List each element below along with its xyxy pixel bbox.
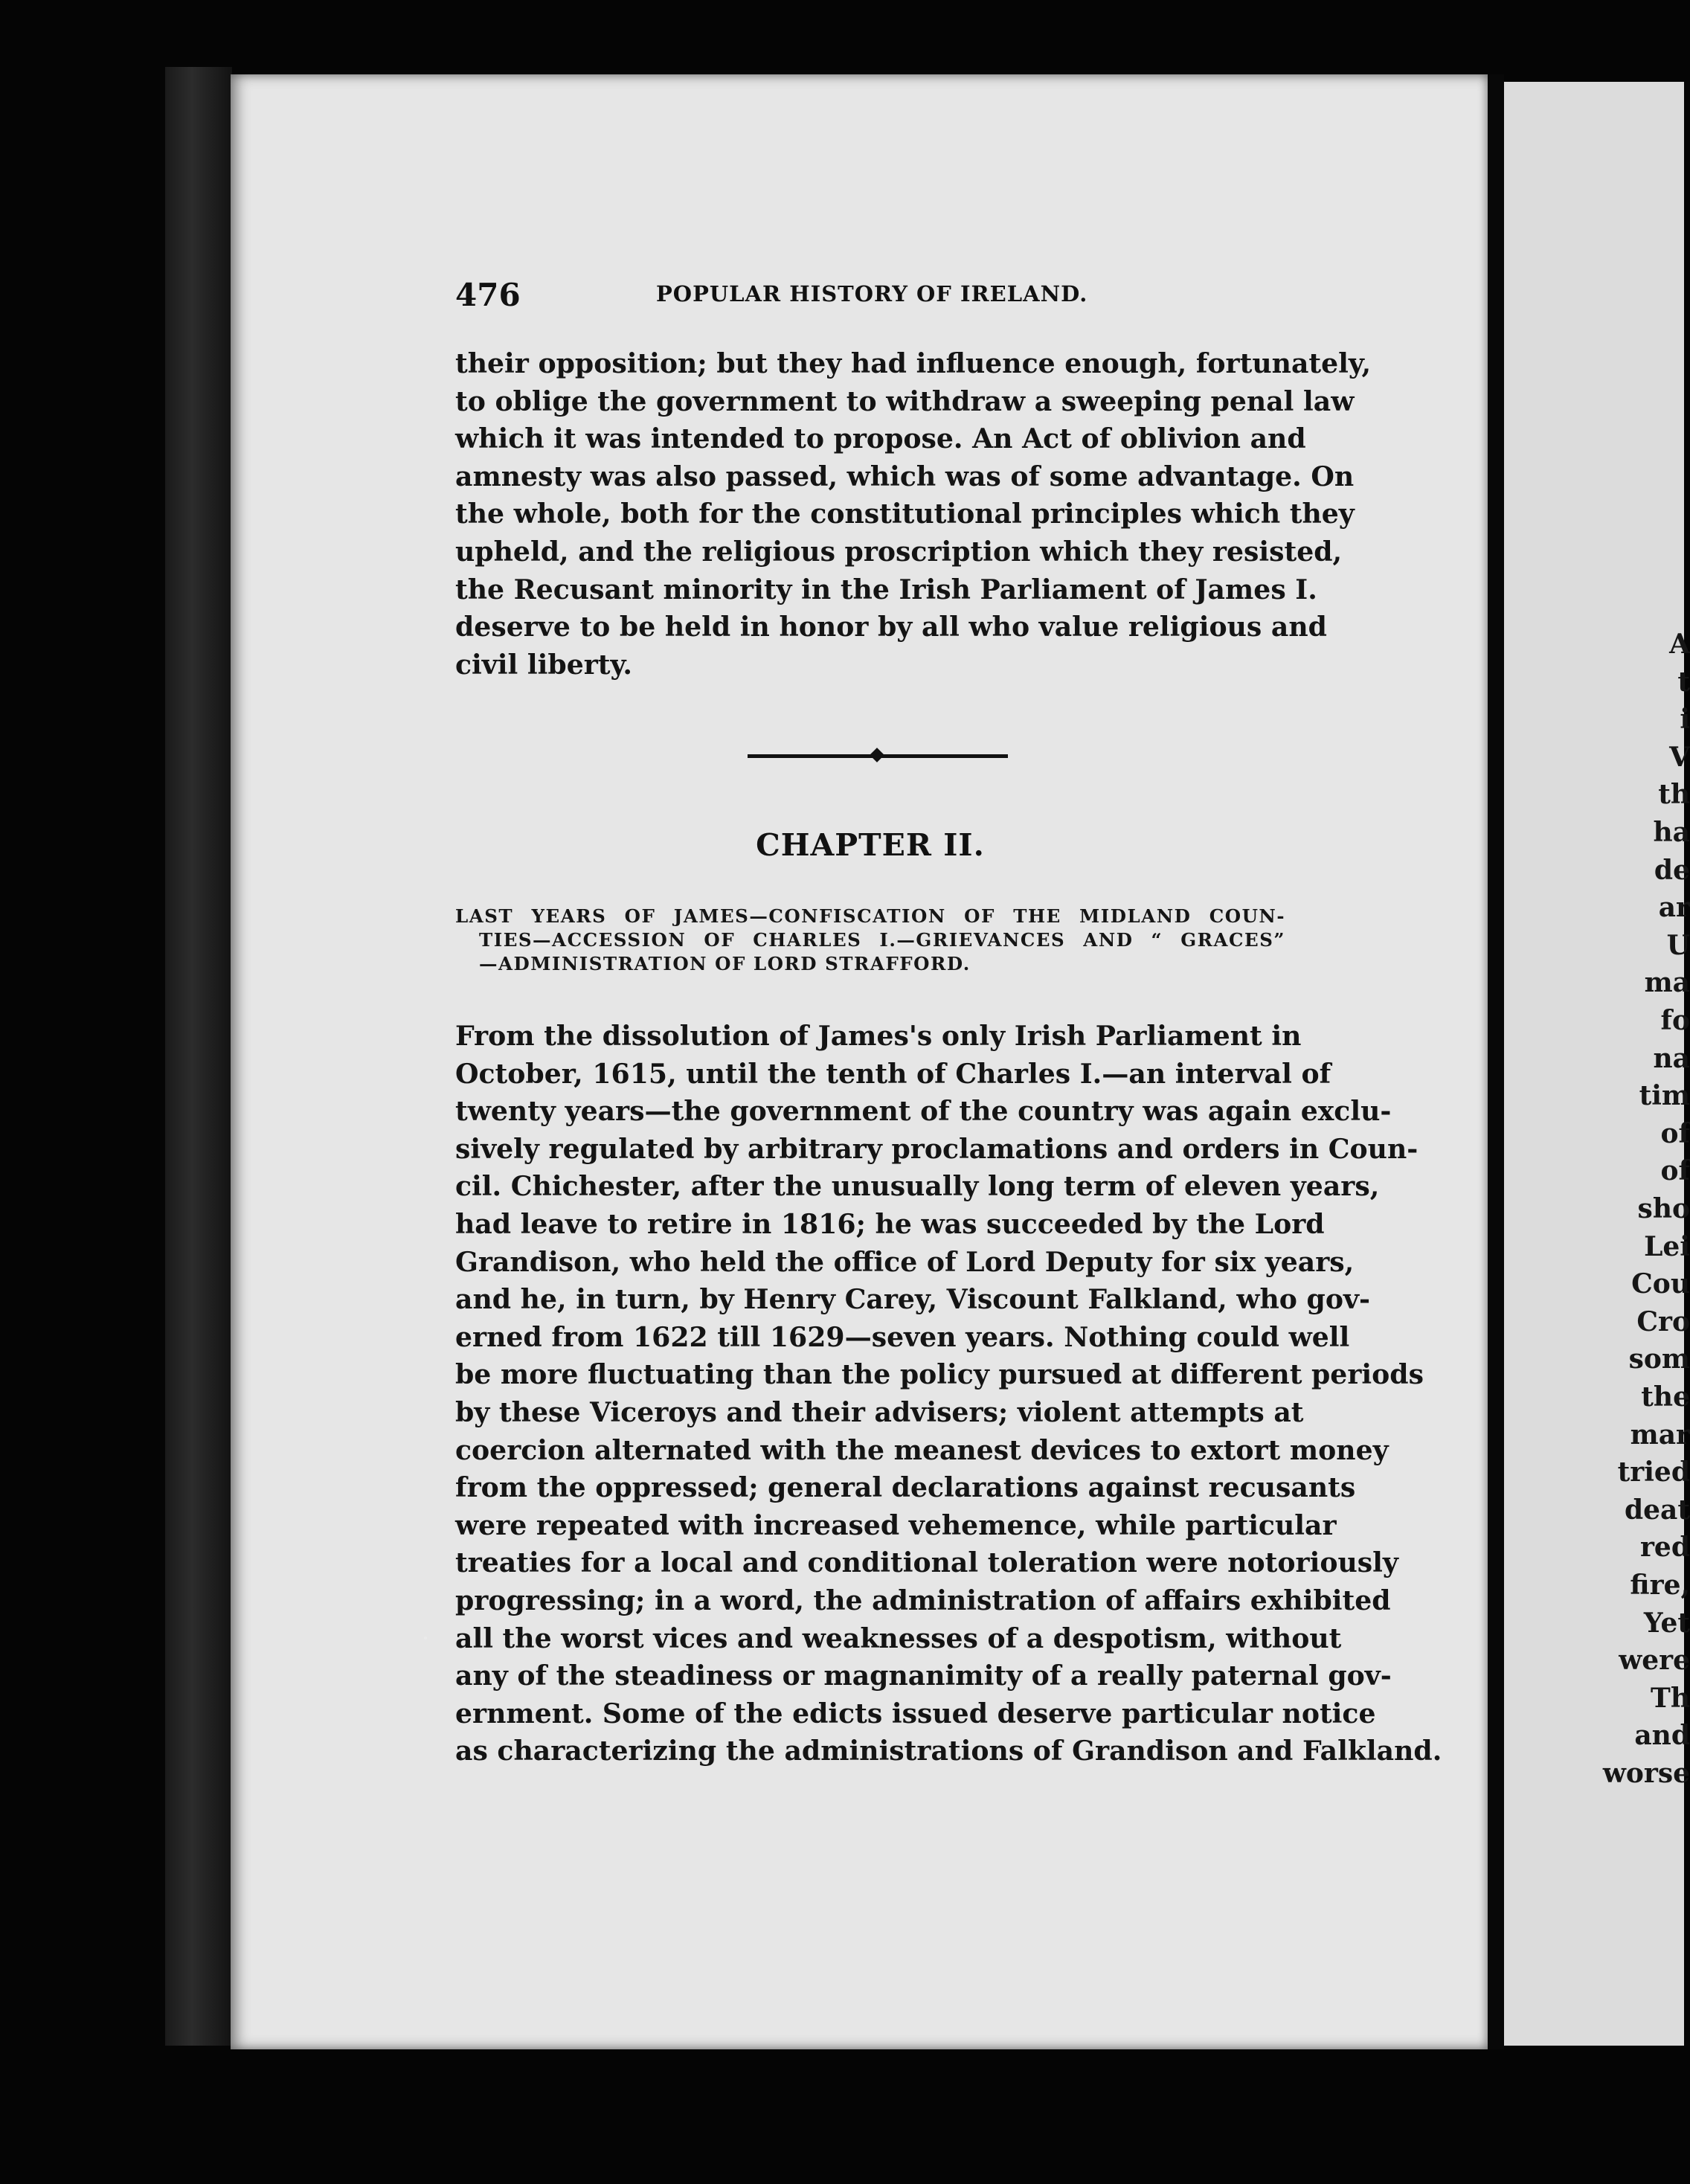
- facing-page-fragment: ha: [1653, 817, 1690, 848]
- running-title: POPULAR HISTORY OF IRELAND.: [656, 281, 1088, 306]
- facing-page-fragment: of: [1660, 1117, 1690, 1149]
- text-line: civil liberty.: [455, 648, 632, 681]
- facing-page-fragment: som: [1628, 1343, 1690, 1375]
- text-line: sively regulated by arbitrary proclamations and orders in Coun-: [455, 1132, 1418, 1165]
- facing-page-fragment: Cou: [1631, 1268, 1690, 1300]
- chapter-heading: CHAPTER II.: [756, 827, 985, 863]
- facing-page-fragment: deat: [1624, 1494, 1690, 1526]
- text-line: ernment. Some of the edicts issued deserve particular notice: [455, 1697, 1376, 1729]
- facing-page-fragment: and: [1634, 1720, 1690, 1752]
- text-line: deserve to be held in honor by all who value religious and: [455, 611, 1327, 643]
- text-line: were repeated with increased vehemence, while particular: [455, 1509, 1337, 1541]
- facing-page-edge: [1504, 82, 1690, 2046]
- facing-page-fragment: tried: [1617, 1456, 1690, 1488]
- summary-line: TIES—ACCESSION OF CHARLES I.—GRIEVANCES AND “ GRACES”: [479, 929, 1285, 951]
- facing-page-fragment: sho: [1637, 1193, 1690, 1224]
- paper-speck: [424, 1637, 427, 1639]
- text-line: From the dissolution of James's only Irish Parliament in: [455, 1020, 1302, 1052]
- facing-page-fragment: tim: [1639, 1080, 1690, 1112]
- facing-page-fragment: Cro: [1636, 1305, 1690, 1337]
- text-line: as characterizing the administrations of Grandison and Falkland.: [455, 1735, 1442, 1767]
- facing-page-fragment: de: [1654, 854, 1690, 886]
- facing-page-fragment: Th: [1651, 1682, 1690, 1714]
- text-line: their opposition; but they had influence enough, fortunately,: [455, 347, 1372, 379]
- facing-page-fragment: the: [1641, 1381, 1690, 1413]
- facing-page-fragment: were: [1619, 1645, 1690, 1677]
- facing-page-fragment: ar: [1658, 892, 1690, 924]
- chapter-summary: [455, 905, 1285, 976]
- facing-page-fragment: red: [1639, 1532, 1690, 1564]
- text-line: and he, in turn, by Henry Carey, Viscount Falkland, who gov-: [455, 1283, 1371, 1316]
- paragraph-one: [455, 345, 1372, 684]
- facing-page-fragment: Yet: [1643, 1607, 1690, 1639]
- summary-line: —ADMINISTRATION OF LORD STRAFFORD.: [479, 953, 971, 974]
- text-line: all the worst vices and weaknesses of a despotism, without: [455, 1622, 1342, 1654]
- facing-page-fragment: th: [1658, 779, 1690, 811]
- running-head: [455, 277, 1285, 321]
- facing-page-fragment: na: [1653, 1042, 1690, 1074]
- summary-line: LAST YEARS OF JAMES—CONFISCATION OF THE MIDLAND COUN-: [455, 905, 1285, 927]
- facing-page-fragment: U: [1666, 929, 1690, 961]
- text-line: progressing; in a word, the administration of affairs exhibited: [455, 1584, 1391, 1616]
- facing-page-fragment: worse: [1602, 1758, 1690, 1789]
- text-line: which it was intended to propose. An Act of oblivion and: [455, 423, 1306, 455]
- facing-page-fragment: ma: [1644, 967, 1690, 999]
- text-line: October, 1615, until the tenth of Charles I.—an interval of: [455, 1057, 1331, 1090]
- facing-page-fragment: fo: [1660, 1005, 1690, 1036]
- text-line: by these Viceroys and their advisers; violent attempts at: [455, 1395, 1304, 1428]
- text-line: upheld, and the religious proscription which they resisted,: [455, 535, 1343, 568]
- facing-page-fragment: i: [1680, 704, 1690, 736]
- text-line: amnesty was also passed, which was of some advantage. On: [455, 460, 1355, 492]
- text-line: from the oppressed; general declarations against recusants: [455, 1471, 1356, 1504]
- text-line: treaties for a local and conditional toleration were notoriously: [455, 1547, 1398, 1579]
- facing-page-fragment: Lei: [1644, 1230, 1690, 1262]
- text-line: cil. Chichester, after the unusually long term of eleven years,: [455, 1170, 1380, 1203]
- text-line: any of the steadiness or magnanimity of a really paternal gov-: [455, 1660, 1392, 1692]
- paragraph-two: [455, 1018, 1442, 1770]
- text-line: the whole, both for the constitutional principles which they: [455, 498, 1355, 530]
- page-number: 476: [455, 277, 521, 313]
- text-line: be more fluctuating than the policy pursued at different periods: [455, 1358, 1424, 1391]
- text-line: had leave to retire in 1816; he was succeeded by the Lord: [455, 1207, 1325, 1240]
- facing-page-fragment: t: [1677, 666, 1690, 698]
- facing-page-fragment: V: [1669, 741, 1690, 773]
- facing-page-fragment: A: [1669, 629, 1690, 660]
- text-line: Grandison, who held the office of Lord Deputy for six years,: [455, 1245, 1355, 1278]
- facing-page-fragment: fire,: [1630, 1570, 1690, 1601]
- facing-page-fragment: mar: [1630, 1419, 1690, 1451]
- text-line: the Recusant minority in the Irish Parliament of James I.: [455, 573, 1317, 606]
- text-line: erned from 1622 till 1629—seven years. Nothing could well: [455, 1320, 1350, 1353]
- text-line: coercion alternated with the meanest devices to extort money: [455, 1433, 1389, 1466]
- page-gutter-shadow: [1488, 74, 1504, 2049]
- book-spine-edge: [165, 67, 232, 2046]
- facing-page-fragment: of: [1660, 1155, 1690, 1187]
- text-line: to oblige the government to withdraw a sweeping penal law: [455, 385, 1355, 417]
- text-line: twenty years—the government of the country was again exclu-: [455, 1095, 1392, 1128]
